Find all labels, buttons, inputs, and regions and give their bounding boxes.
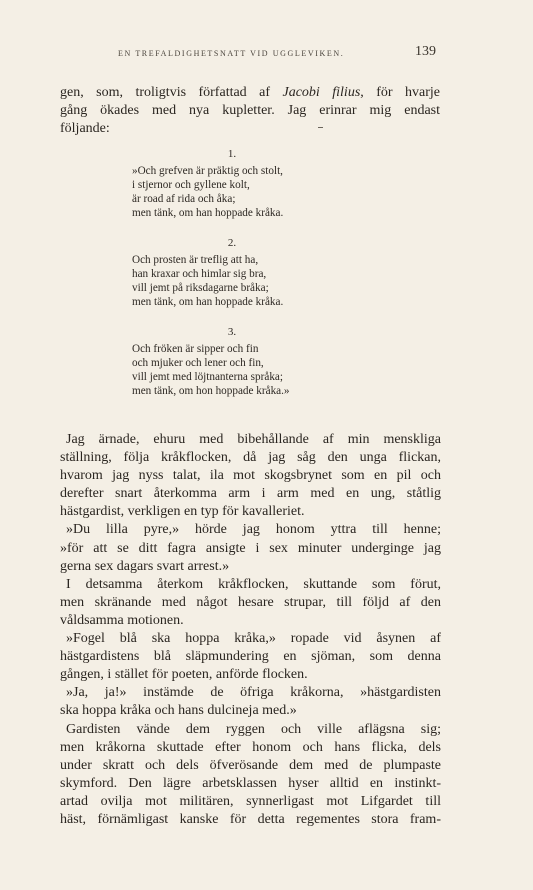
verse-line: han kraxar och himlar sig bra, — [132, 268, 267, 280]
prose-line: ställning, följa kråkflocken, då jag såg den unga flickan, — [60, 450, 441, 466]
prose-line: I detsamma återkom kråkflocken, skuttande som förut, — [66, 576, 441, 592]
running-head: EN TREFALDIGHETSNATT VID UGGLEVIKEN. — [118, 49, 345, 58]
prose-line: Gardisten vände dem ryggen och ville aflägsna sig; — [66, 721, 441, 737]
prose-line: men skränande med något hesare strupar, till följd af den — [60, 594, 441, 610]
prose-line: hästgardist, verkligen en typ för kavalleriet. — [60, 504, 305, 520]
prose-body — [60, 431, 441, 829]
prose-line: Jag ärnade, ehuru med bibehållande af min menskliga — [66, 432, 441, 447]
prose-line: våldsamma motionen. — [60, 612, 184, 628]
prose-line: gerna sex dagars svart arrest.» — [60, 558, 230, 574]
stanza-number: 1. — [227, 148, 237, 160]
prose-line: hvarom jag nyss talat, ila mot skogsbrynet som en pil och — [60, 468, 441, 484]
prose-line: skymford. Den lägre arbetsklassen hyser alltid en instinkt- — [60, 775, 441, 791]
intro-line-italic-name: Jacobi filius — [282, 85, 361, 100]
prose-line: »Du lilla pyre,» hörde jag honom yttra till henne; — [66, 522, 441, 538]
stanza-number: 3. — [227, 326, 237, 338]
prose-line: »för att se ditt fagra ansigte i sex minuter underginge jag — [60, 540, 441, 556]
prose-line: derefter snart återkomma arm i arm med en ung, ståtlig — [60, 486, 441, 502]
stanza-number: 2. — [227, 237, 237, 249]
page-number: 139 — [415, 44, 436, 59]
decorative-dash — [318, 127, 323, 128]
intro-paragraph — [60, 84, 440, 138]
verse-stanza-1 — [132, 147, 362, 220]
verse-line: vill jemt på riksdagarne bråka; — [132, 282, 269, 294]
intro-line: gen, som, troligtvis författad af Jacobi filius, för hvarje — [60, 85, 441, 100]
prose-line: men kråkorna skuttade efter honom och hans flicka, dels — [60, 739, 441, 755]
intro-line: gång ökades med nya kupletter. Jag erinrar mig endast — [60, 103, 440, 118]
prose-line: ska hoppa kråka och hans dulcineja med.» — [60, 703, 297, 719]
prose-line: häst, förnämligast kanske för detta regementes stora fram- — [60, 811, 441, 827]
verse-line: men tänk, om han hoppade kråka. — [132, 207, 284, 219]
verse-stanza-3 — [132, 325, 362, 398]
verse-line: i stjernor och gyllene kolt, — [132, 179, 250, 191]
prose-line: »Ja, ja!» instämde de öfriga kråkorna, »hästgardisten — [66, 685, 441, 701]
verse-line: är road af rida och åka; — [132, 193, 236, 205]
verse-line: men tänk, om han hoppade kråka. — [132, 296, 284, 308]
verse-line: men tänk, om hon hoppade kråka.» — [132, 385, 290, 397]
prose-line: »Fogel blå ska hoppa kråka,» ropade vid åsynen af — [66, 631, 441, 647]
prose-line: artad ovilja mot militären, synnerligast mot Lifgardet till — [60, 793, 441, 809]
prose-line: under skratt och dels öfverösande dem med de plumpaste — [60, 757, 441, 773]
verse-line: Och fröken är sipper och fin — [132, 343, 259, 355]
verse-line: och mjuker och lener och fin, — [132, 357, 264, 369]
prose-line: hästgardistens blå släpmundering en sjöman, som denna — [60, 649, 441, 665]
prose-line: gången, i stället för poeten, anförde flocken. — [60, 667, 308, 683]
verse-line: vill jemt med löjtnanterna språka; — [132, 371, 283, 383]
verse-line: Och prosten är treflig att ha, — [132, 254, 259, 266]
intro-line: följande: — [60, 121, 110, 136]
verse-stanza-2 — [132, 236, 362, 309]
verse-line: »Och grefven är präktig och stolt, — [132, 165, 283, 177]
